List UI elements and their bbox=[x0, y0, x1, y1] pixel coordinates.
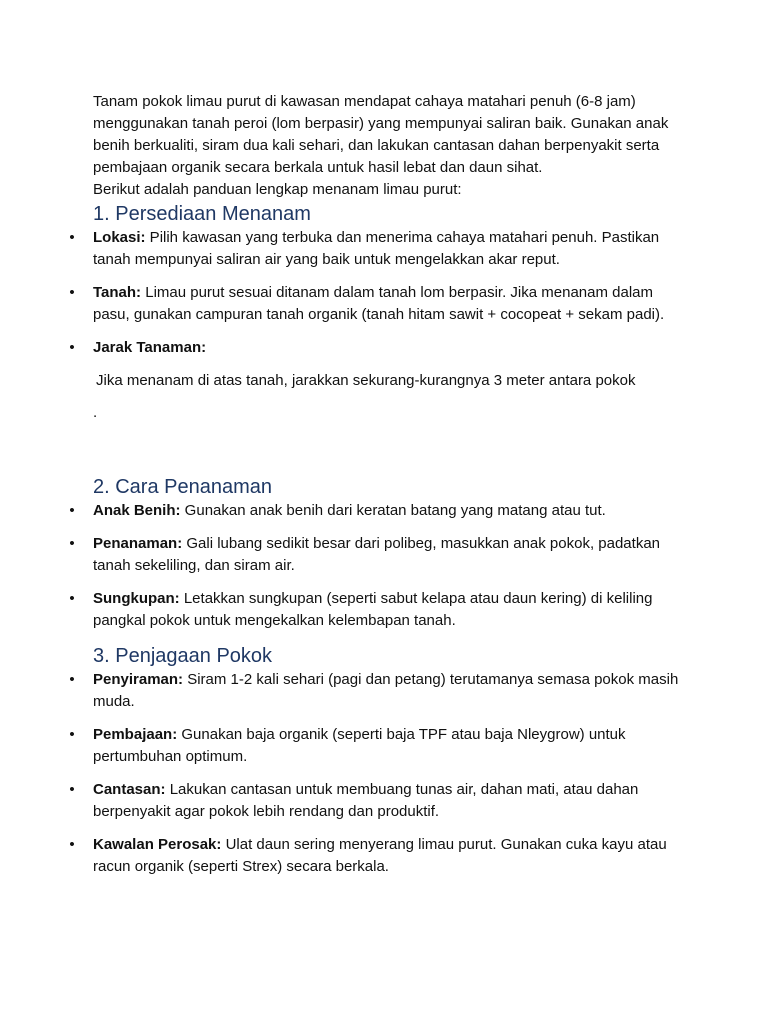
bullet-icon: • bbox=[69, 339, 75, 356]
section3-list bbox=[69, 669, 683, 878]
item-text: Limau purut sesuai ditanam dalam tanah lom berpasir. Jika menanam dalam pasu, gunakan campuran tanah organik (tanah hitam sawit + cocopeat + sekam padi). bbox=[93, 284, 665, 323]
item-text: Gunakan baja organik (seperti baja TPF atau baja Nleygrow) untuk pertumbuhan optimum. bbox=[93, 726, 626, 765]
list-item bbox=[69, 337, 683, 359]
item-term: Jarak Tanaman: bbox=[93, 339, 207, 356]
item-term: Tanah: bbox=[93, 284, 142, 301]
section1-list bbox=[69, 227, 683, 359]
item-text: Pilih kawasan yang terbuka dan menerima cahaya matahari penuh. Pastikan tanah mempunyai saliran air yang baik untuk mengelakkan akar reput. bbox=[93, 229, 660, 268]
section2-list bbox=[69, 500, 683, 632]
item-text: Letakkan sungkupan (seperti sabut kelapa atau daun kering) di keliling pangkal pokok untuk mengekalkan kelembapan tanah. bbox=[93, 590, 653, 629]
item-term: Pembajaan: bbox=[93, 726, 178, 743]
bullet-icon: • bbox=[69, 781, 75, 798]
bullet-icon: • bbox=[69, 671, 75, 688]
list-item bbox=[69, 834, 683, 878]
stray-dot: . bbox=[93, 404, 98, 421]
list-item bbox=[69, 669, 683, 713]
bullet-icon: • bbox=[69, 535, 75, 552]
bullet-icon: • bbox=[69, 590, 75, 607]
list-item bbox=[69, 533, 683, 577]
intro-lead: Berikut adalah panduan lengkap menanam limau purut: bbox=[93, 181, 462, 198]
item-text: Gali lubang sedikit besar dari polibeg, masukkan anak pokok, padatkan tanah sekeliling, dan siram air. bbox=[93, 535, 660, 574]
list-item bbox=[69, 282, 683, 326]
section-heading-penanaman: 2. Cara Penanaman bbox=[93, 476, 273, 498]
item-text: Lakukan cantasan untuk membuang tunas air, dahan mati, atau dahan berpenyakit agar pokok lebih rendang dan produktif. bbox=[93, 781, 639, 820]
bullet-icon: • bbox=[69, 229, 75, 246]
list-item bbox=[69, 779, 683, 823]
item-term: Kawalan Perosak: bbox=[93, 836, 222, 853]
list-item bbox=[69, 588, 683, 632]
intro-paragraph: Tanam pokok limau purut di kawasan mendapat cahaya matahari penuh (6-8 jam) menggunakan tanah peroi (lom berpasir) yang mempunyai saliran baik. Gunakan anak benih berkualiti, siram dua kali sehari, dan lakukan cantasan dahan berpenyakit serta pembajaan organik secara berkala untuk hasil lebat dan daun sihat. bbox=[93, 93, 669, 176]
item-text: Gunakan anak benih dari keratan batang yang matang atau tut. bbox=[180, 502, 606, 519]
item-term: Anak Benih: bbox=[93, 502, 181, 519]
list-item bbox=[69, 227, 683, 271]
item-term: Penanaman: bbox=[93, 535, 183, 552]
item-term: Lokasi: bbox=[93, 229, 146, 246]
bullet-icon: • bbox=[69, 726, 75, 743]
item-term: Penyiraman: bbox=[93, 671, 184, 688]
item-text: Ulat daun sering menyerang limau purut. Gunakan cuka kayu atau racun organik (seperti Strex) secara berkala. bbox=[93, 836, 667, 875]
list-item bbox=[69, 724, 683, 768]
section-heading-penjagaan: 3. Penjagaan Pokok bbox=[93, 645, 273, 667]
section-heading-persediaan: 1. Persediaan Menanam bbox=[93, 203, 311, 225]
bullet-icon: • bbox=[69, 502, 75, 519]
document-page bbox=[69, 91, 683, 889]
item-term: Sungkupan: bbox=[93, 590, 180, 607]
bullet-icon: • bbox=[69, 836, 75, 853]
spacing-note: Jika menanam di atas tanah, jarakkan sekurang-kurangnya 3 meter antara pokok bbox=[96, 372, 636, 389]
bullet-icon: • bbox=[69, 284, 75, 301]
item-text: Siram 1-2 kali sehari (pagi dan petang) terutamanya semasa pokok masih muda. bbox=[93, 671, 679, 710]
item-term: Cantasan: bbox=[93, 781, 166, 798]
list-item bbox=[69, 500, 683, 522]
